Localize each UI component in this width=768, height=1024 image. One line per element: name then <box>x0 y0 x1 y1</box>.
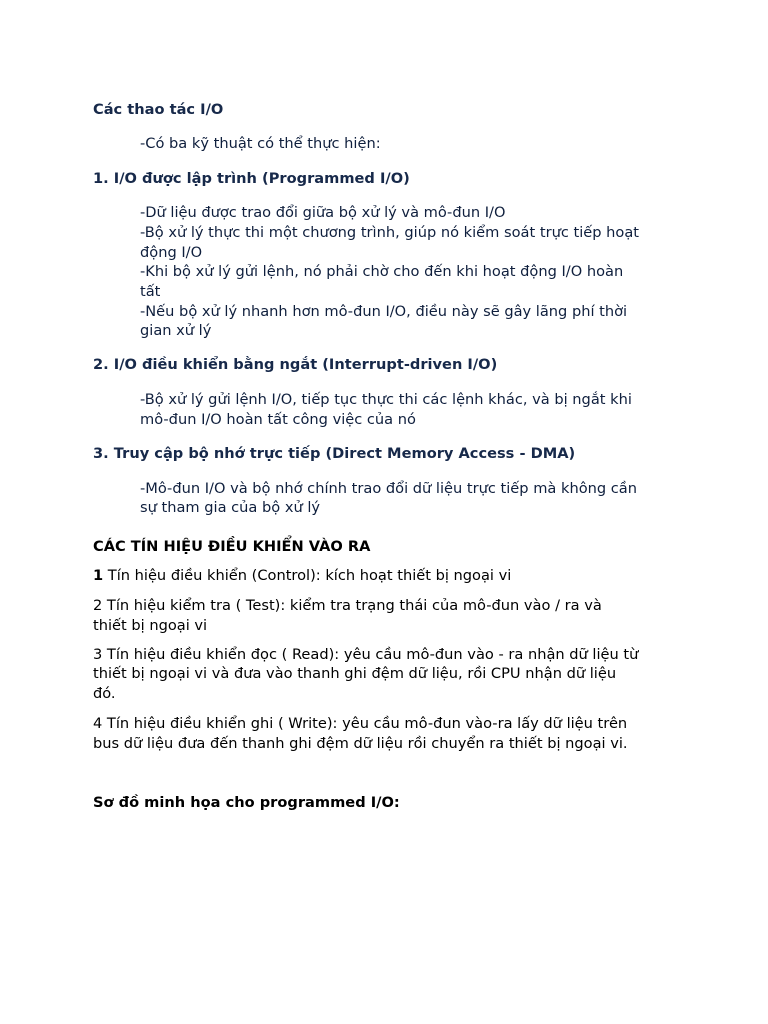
technique-1-line: -Dữ liệu được trao đổi giữa bộ xử lý và mô-đun I/O <box>140 204 506 221</box>
technique-1-heading: 1. I/O được lập trình (Programmed I/O) <box>93 170 410 187</box>
signal-item-3-line: 3 Tín hiệu điều khiển đọc ( Read): yêu cầu mô-đun vào - ra nhận dữ liệu từ <box>93 646 639 663</box>
technique-1-line: tất <box>140 283 161 300</box>
io-section-intro: -Có ba kỹ thuật có thể thực hiện: <box>140 135 381 152</box>
signal-item-4-line: 4 Tín hiệu điều khiển ghi ( Write): yêu cầu mô-đun vào-ra lấy dữ liệu trên <box>93 715 628 732</box>
signal-item-2-line: thiết bị ngoại vi <box>93 617 208 634</box>
technique-2-line: -Bộ xử lý gửi lệnh I/O, tiếp tục thực thi các lệnh khác, và bị ngắt khi <box>140 391 632 408</box>
signal-item-4-line: bus dữ liệu đưa đến thanh ghi đệm dữ liệu rồi chuyển ra thiết bị ngoại vi. <box>93 735 628 752</box>
signal-item-1-text: Tín hiệu điều khiển (Control): kích hoạt thiết bị ngoại vi <box>103 567 512 584</box>
technique-3-line: -Mô-đun I/O và bộ nhớ chính trao đổi dữ liệu trực tiếp mà không cần <box>140 480 637 497</box>
signals-section-title: CÁC TÍN HIỆU ĐIỀU KHIỂN VÀO RA <box>93 538 371 555</box>
diagram-caption: Sơ đồ minh họa cho programmed I/O: <box>93 794 400 811</box>
signal-item-3-line: thiết bị ngoại vi và đưa vào thanh ghi đệm dữ liệu, rồi CPU nhận dữ liệu <box>93 665 617 682</box>
technique-1-line: -Bộ xử lý thực thi một chương trình, giúp nó kiểm soát trực tiếp hoạt <box>140 224 639 241</box>
technique-2-heading: 2. I/O điều khiển bằng ngắt (Interrupt-driven I/O) <box>93 356 498 373</box>
io-section-title: Các thao tác I/O <box>93 101 224 118</box>
signal-item-1 <box>93 566 511 586</box>
technique-1-line: gian xử lý <box>140 322 212 339</box>
technique-1-line: động I/O <box>140 244 203 261</box>
technique-1-line: -Khi bộ xử lý gửi lệnh, nó phải chờ cho đến khi hoạt động I/O hoàn <box>140 263 624 280</box>
technique-3-line: sự tham gia của bộ xử lý <box>140 499 321 516</box>
technique-1-line: -Nếu bộ xử lý nhanh hơn mô-đun I/O, điều này sẽ gây lãng phí thời <box>140 303 628 320</box>
technique-2-line: mô-đun I/O hoàn tất công việc của nó <box>140 411 416 428</box>
technique-3-heading: 3. Truy cập bộ nhớ trực tiếp (Direct Memory Access - DMA) <box>93 445 576 462</box>
signal-item-1-number: 1 <box>93 567 104 584</box>
signal-item-3-line: đó. <box>93 685 116 702</box>
signal-item-2-line: 2 Tín hiệu kiểm tra ( Test): kiểm tra trạng thái của mô-đun vào / ra và <box>93 597 602 614</box>
